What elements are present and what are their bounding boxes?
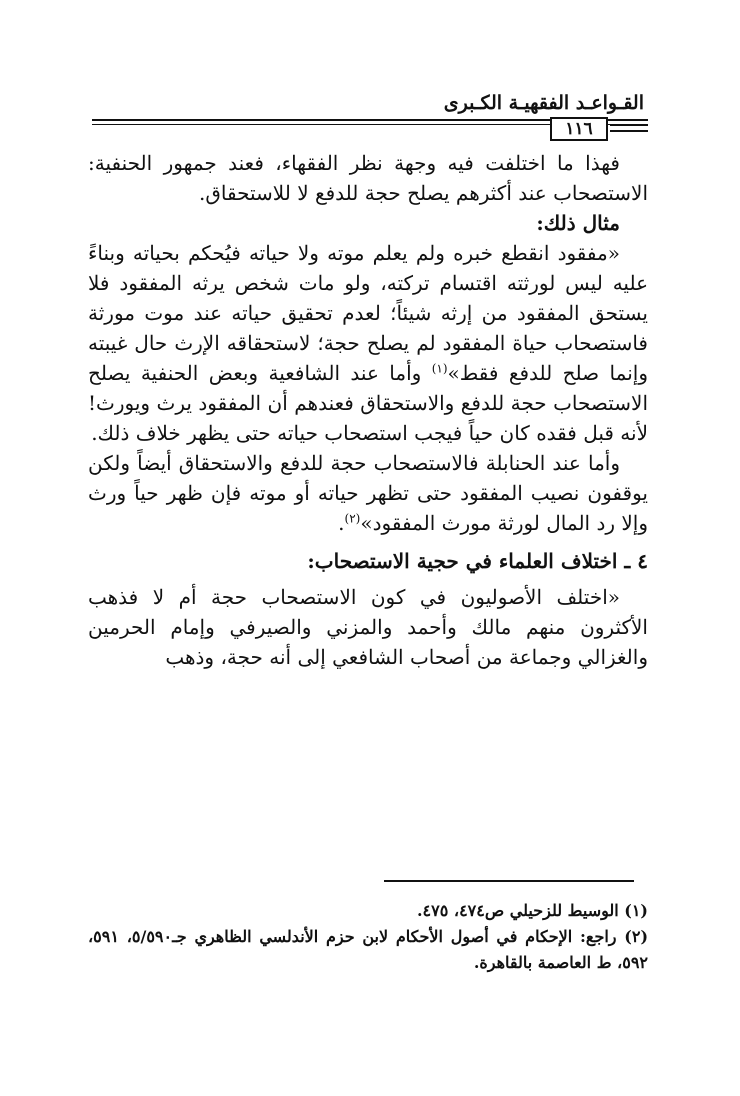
footnote-2: (٢) راجع: الإحكام في أصول الأحكام لابن حزم الأندلسي الظاهري جـ٥/٥٩٠، ٥٩١، ٥٩٢، ط العاصمة بالقاهرة. (88, 927, 649, 972)
example-heading: مثال ذلك: (536, 211, 620, 235)
page-number-dash-upper (610, 124, 648, 126)
page-number-dash-lower (610, 130, 648, 132)
example-continuation: وأما عند الشافعية وبعض الحنفية يصلح الاستصحاب حجة للدفع والاستحقاق فعندهم أن المفقود يرث ويورث! لأنه قبل فقده كان حياً فيجب استصحاب حياته حتى يظهر خلاف ذلك. (88, 361, 648, 445)
hanbali-end: . (338, 511, 345, 535)
hanbali-quote: وأما عند الحنابلة فالاستصحاب حجة للدفع والاستحقاق أيضاً ولكن يوقفون نصيب المفقود حتى تظهر حياته أو موته فإن ظهر حياً ورث وإلا رد المال لورثة مورث المفقود» (88, 451, 648, 535)
running-header-title: القـواعـد الفقهيـة الكـبرى (443, 92, 644, 114)
footnotes (88, 898, 648, 976)
footnote-ref-2: (٢) (344, 511, 361, 526)
paragraph-hanbali (88, 448, 648, 538)
paragraph-scholars: «اختلف الأصوليون في كون الاستصحاب حجة أم لا فذهب الأكثرون منهم مالك وأحمد والمزني والصيرفي وإمام الحرمين والغزالي وجماعة من أصحاب الشافعي إلى أنه حجة، وذهب (88, 585, 648, 669)
example-quote: «مفقود انقطع خبره ولم يعلم موته ولا حياته فيُحكم بحياته وبناءً عليه ليس لورثته اقتسام تركته، ولو مات شخص يرثه المفقود فلا يستحق المفقود من إرثه شيئاً؛ لعدم تحقيق حياته عند موت مورثة فاستصحاب حياة المفقود لم يصلح حجة؛ لاستحقاقه الإرث حال غيبته وإنما صلح للدفع فقط» (88, 241, 648, 385)
page-number: ١١٦ (550, 117, 608, 141)
footnote-separator (384, 880, 634, 882)
paragraph-example (88, 238, 648, 448)
paragraph-intro: فهذا ما اختلفت فيه وجهة نظر الفقهاء، فعند جمهور الحنفية: الاستصحاب عند أكثرهم يصلح حجة للدفع لا للاستحقاق. (88, 151, 648, 205)
footnote-ref-1: (١) (431, 361, 448, 376)
section-heading: ٤ ـ اختلاف العلماء في حجية الاستصحاب: (307, 549, 648, 573)
footnote-1: (١) الوسيط للزحيلي ص٤٧٤، ٤٧٥. (416, 901, 648, 920)
main-text (88, 148, 648, 672)
